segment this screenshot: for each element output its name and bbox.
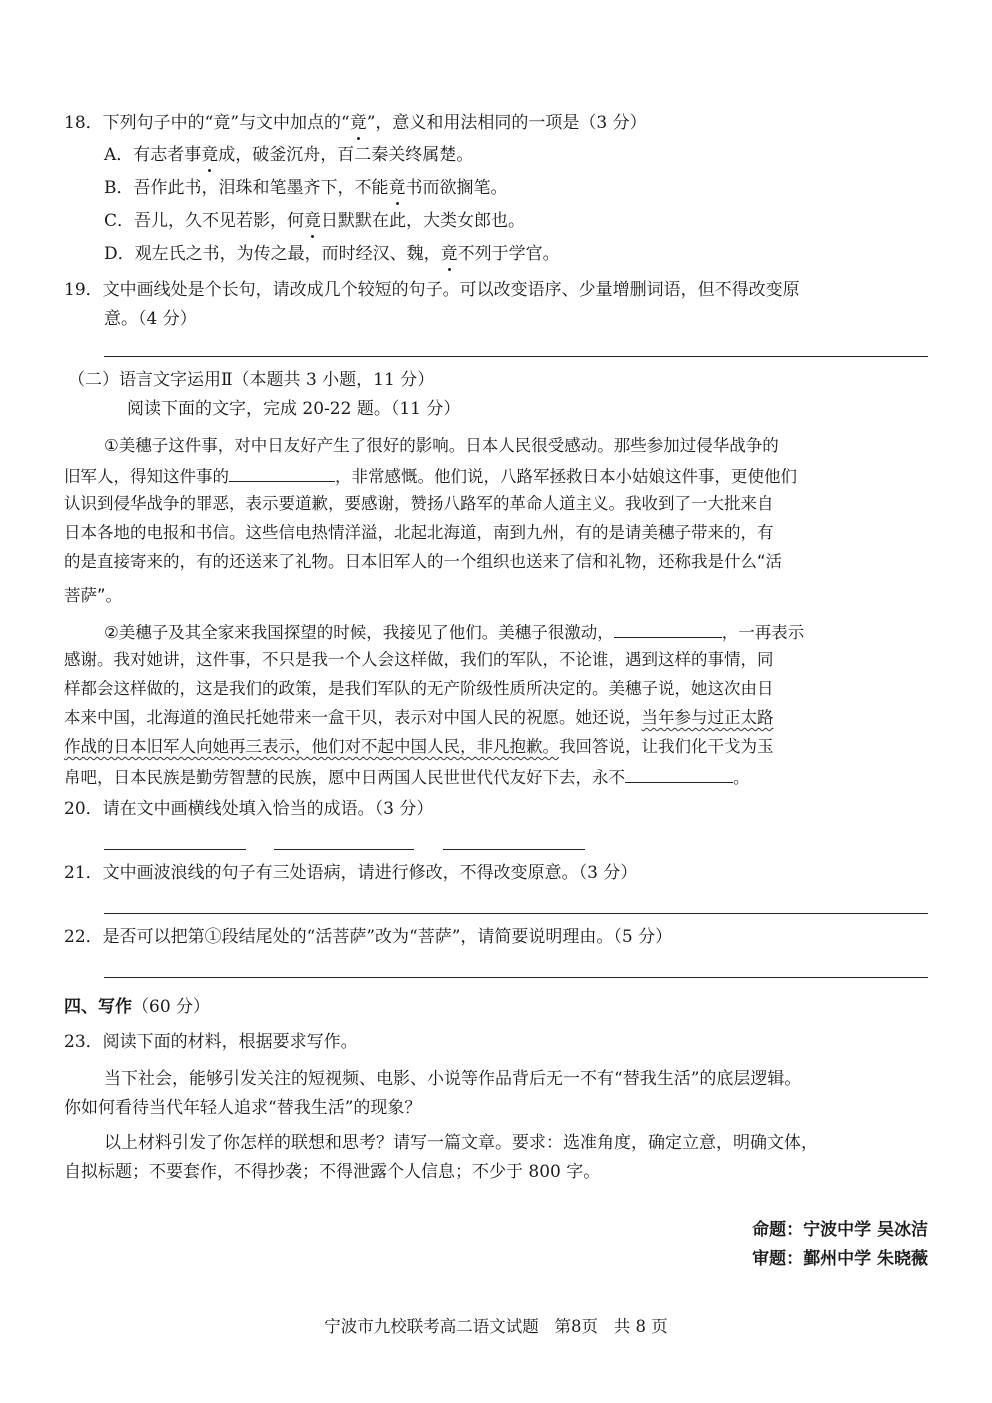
passage-p1-line2: 旧军人，得知这件事的 ，非常感慨。他们说，八路军拯救日本小姑娘这件事，更使他们 (64, 463, 797, 489)
blank-1[interactable] (229, 463, 335, 482)
q19-answer-line[interactable] (104, 356, 928, 357)
q21-stem: 21．文中画波浪线的句子有三处语病，请进行修改，不得改变原意。（3 分） (64, 863, 638, 883)
wavy-sentence-part2: 作战的日本旧军人向她再三表示，他们对不起中国人民，非凡抱歉。 (64, 737, 559, 756)
q18-option-a[interactable]: A．有志者事竟成，破釜沉舟，百二秦关终属楚。 (104, 145, 474, 165)
q18-option-b[interactable]: B．吾作此书，泪珠和笔墨齐下，不能竟书而欲搁笔。 (104, 178, 508, 198)
passage-p2-line4: 本来中国，北海道的渔民托她带来一盒干贝，表示对中国人民的祝愿。她还说，当年参与过正太路 (64, 708, 774, 727)
q21-answer-line[interactable] (104, 913, 928, 914)
q20-answer-line-1[interactable] (104, 849, 246, 850)
q20-answer-line-2[interactable] (274, 849, 414, 850)
q18-option-d[interactable]: D．观左氏之书，为传之最，而时经汉、魏，竟不列于学官。 (104, 244, 560, 264)
passage-p2-line6: 帛吧，日本民族是勤劳智慧的民族，愿中日两国人民世世代代友好下去，永不 。 (64, 764, 750, 790)
section4-title: 四、写作 (64, 997, 132, 1017)
q20-stem: 20．请在文中画横线处填入恰当的成语。（3 分） (64, 799, 434, 819)
blank-2[interactable] (614, 619, 722, 638)
page-footer: 宁波市九校联考高二语文试题 第8页 共 8 页 (324, 1317, 668, 1336)
section2-title: （二）语言文字运用Ⅱ（本题共 3 小题，11 分） (68, 370, 435, 390)
material-1-line2: 你如何看待当代年轻人追求“替我生活”的现象？ (64, 1098, 422, 1118)
q22-stem: 22．是否可以把第①段结尾处的“活菩萨”改为“菩萨”，请简要说明理由。（5 分） (64, 927, 673, 947)
material-2-line2: 自拟标题；不要套作，不得抄袭；不得泄露个人信息；不少于 800 字。 (64, 1162, 601, 1182)
q19-stem-line1: 19．文中画线处是个长句，请改成几个较短的句子。可以改变语序、少量增删词语，但不得改变原 (64, 280, 800, 300)
section4-heading (64, 995, 210, 1019)
wavy-sentence-part1: 当年参与过正太路 (641, 708, 774, 727)
blank-3[interactable] (625, 764, 733, 783)
passage-p1-line6: 菩萨”。 (64, 586, 123, 605)
passage-p2-line1: ②美穗子及其全家来我国探望的时候，我接见了他们。美穗子很激动， ，一再表示 (104, 619, 804, 645)
section2-intro: 阅读下面的文字，完成 20-22 题。（11 分） (127, 399, 461, 419)
passage-p1-line3: 认识到侵华战争的罪恶，表示要道歉，要感谢，赞扬八路军的革命人道主义。我收到了一大批来自 (64, 494, 774, 513)
material-1-line1: 当下社会，能够引发关注的短视频、电影、小说等作品背后无一不有“替我生活”的底层逻辑。 (104, 1069, 802, 1089)
q18-option-c[interactable]: C．吾儿，久不见若影，何竟日默默在此，大类女郎也。 (104, 211, 526, 231)
material-2-line1: 以上材料引发了你怎样的联想和思考？请写一篇文章。要求：选准角度，确定立意，明确文体， (104, 1133, 818, 1153)
section4-score: （60 分） (132, 997, 211, 1017)
passage-p2-line3: 样都会这样做的，这是我们的政策，是我们军队的无产阶级性质所决定的。美穗子说，她这次由日 (64, 679, 774, 698)
passage-p1-line4: 日本各地的电报和书信。这些信电热情洋溢，北起北海道，南到九州，有的是请美穗子带来的，有 (64, 523, 774, 542)
q19-stem-line2: 意。（4 分） (104, 309, 197, 329)
passage-p2-line5: 作战的日本旧军人向她再三表示，他们对不起中国人民，非凡抱歉。我回答说，让我们化干戈为玉 (64, 737, 774, 756)
passage-p1-line1: ①美穗子这件事，对中日友好产生了很好的影响。日本人民很受感动。那些参加过侵华战争的 (104, 436, 779, 455)
q20-answer-line-3[interactable] (443, 849, 585, 850)
credit-setter: 命题：宁波中学 吴冰洁 (752, 1220, 928, 1240)
passage-p2-line2: 感谢。我对她讲，这件事，不只是我一个人会这样做，我们的军队，不论谁，遇到这样的事情，同 (64, 650, 774, 669)
passage-p1-line5: 的是直接寄来的，有的还送来了礼物。日本旧军人的一个组织也送来了信和礼物，还称我是什么“活 (64, 552, 783, 571)
q22-answer-line[interactable] (104, 977, 928, 978)
q18-stem: 18．下列句子中的“竟”与文中加点的“竟”，意义和用法相同的一项是（3 分） (64, 113, 647, 133)
q23-stem: 23．阅读下面的材料，根据要求写作。 (64, 1032, 358, 1052)
credit-reviewer: 审题：鄞州中学 朱晓薇 (752, 1249, 928, 1269)
